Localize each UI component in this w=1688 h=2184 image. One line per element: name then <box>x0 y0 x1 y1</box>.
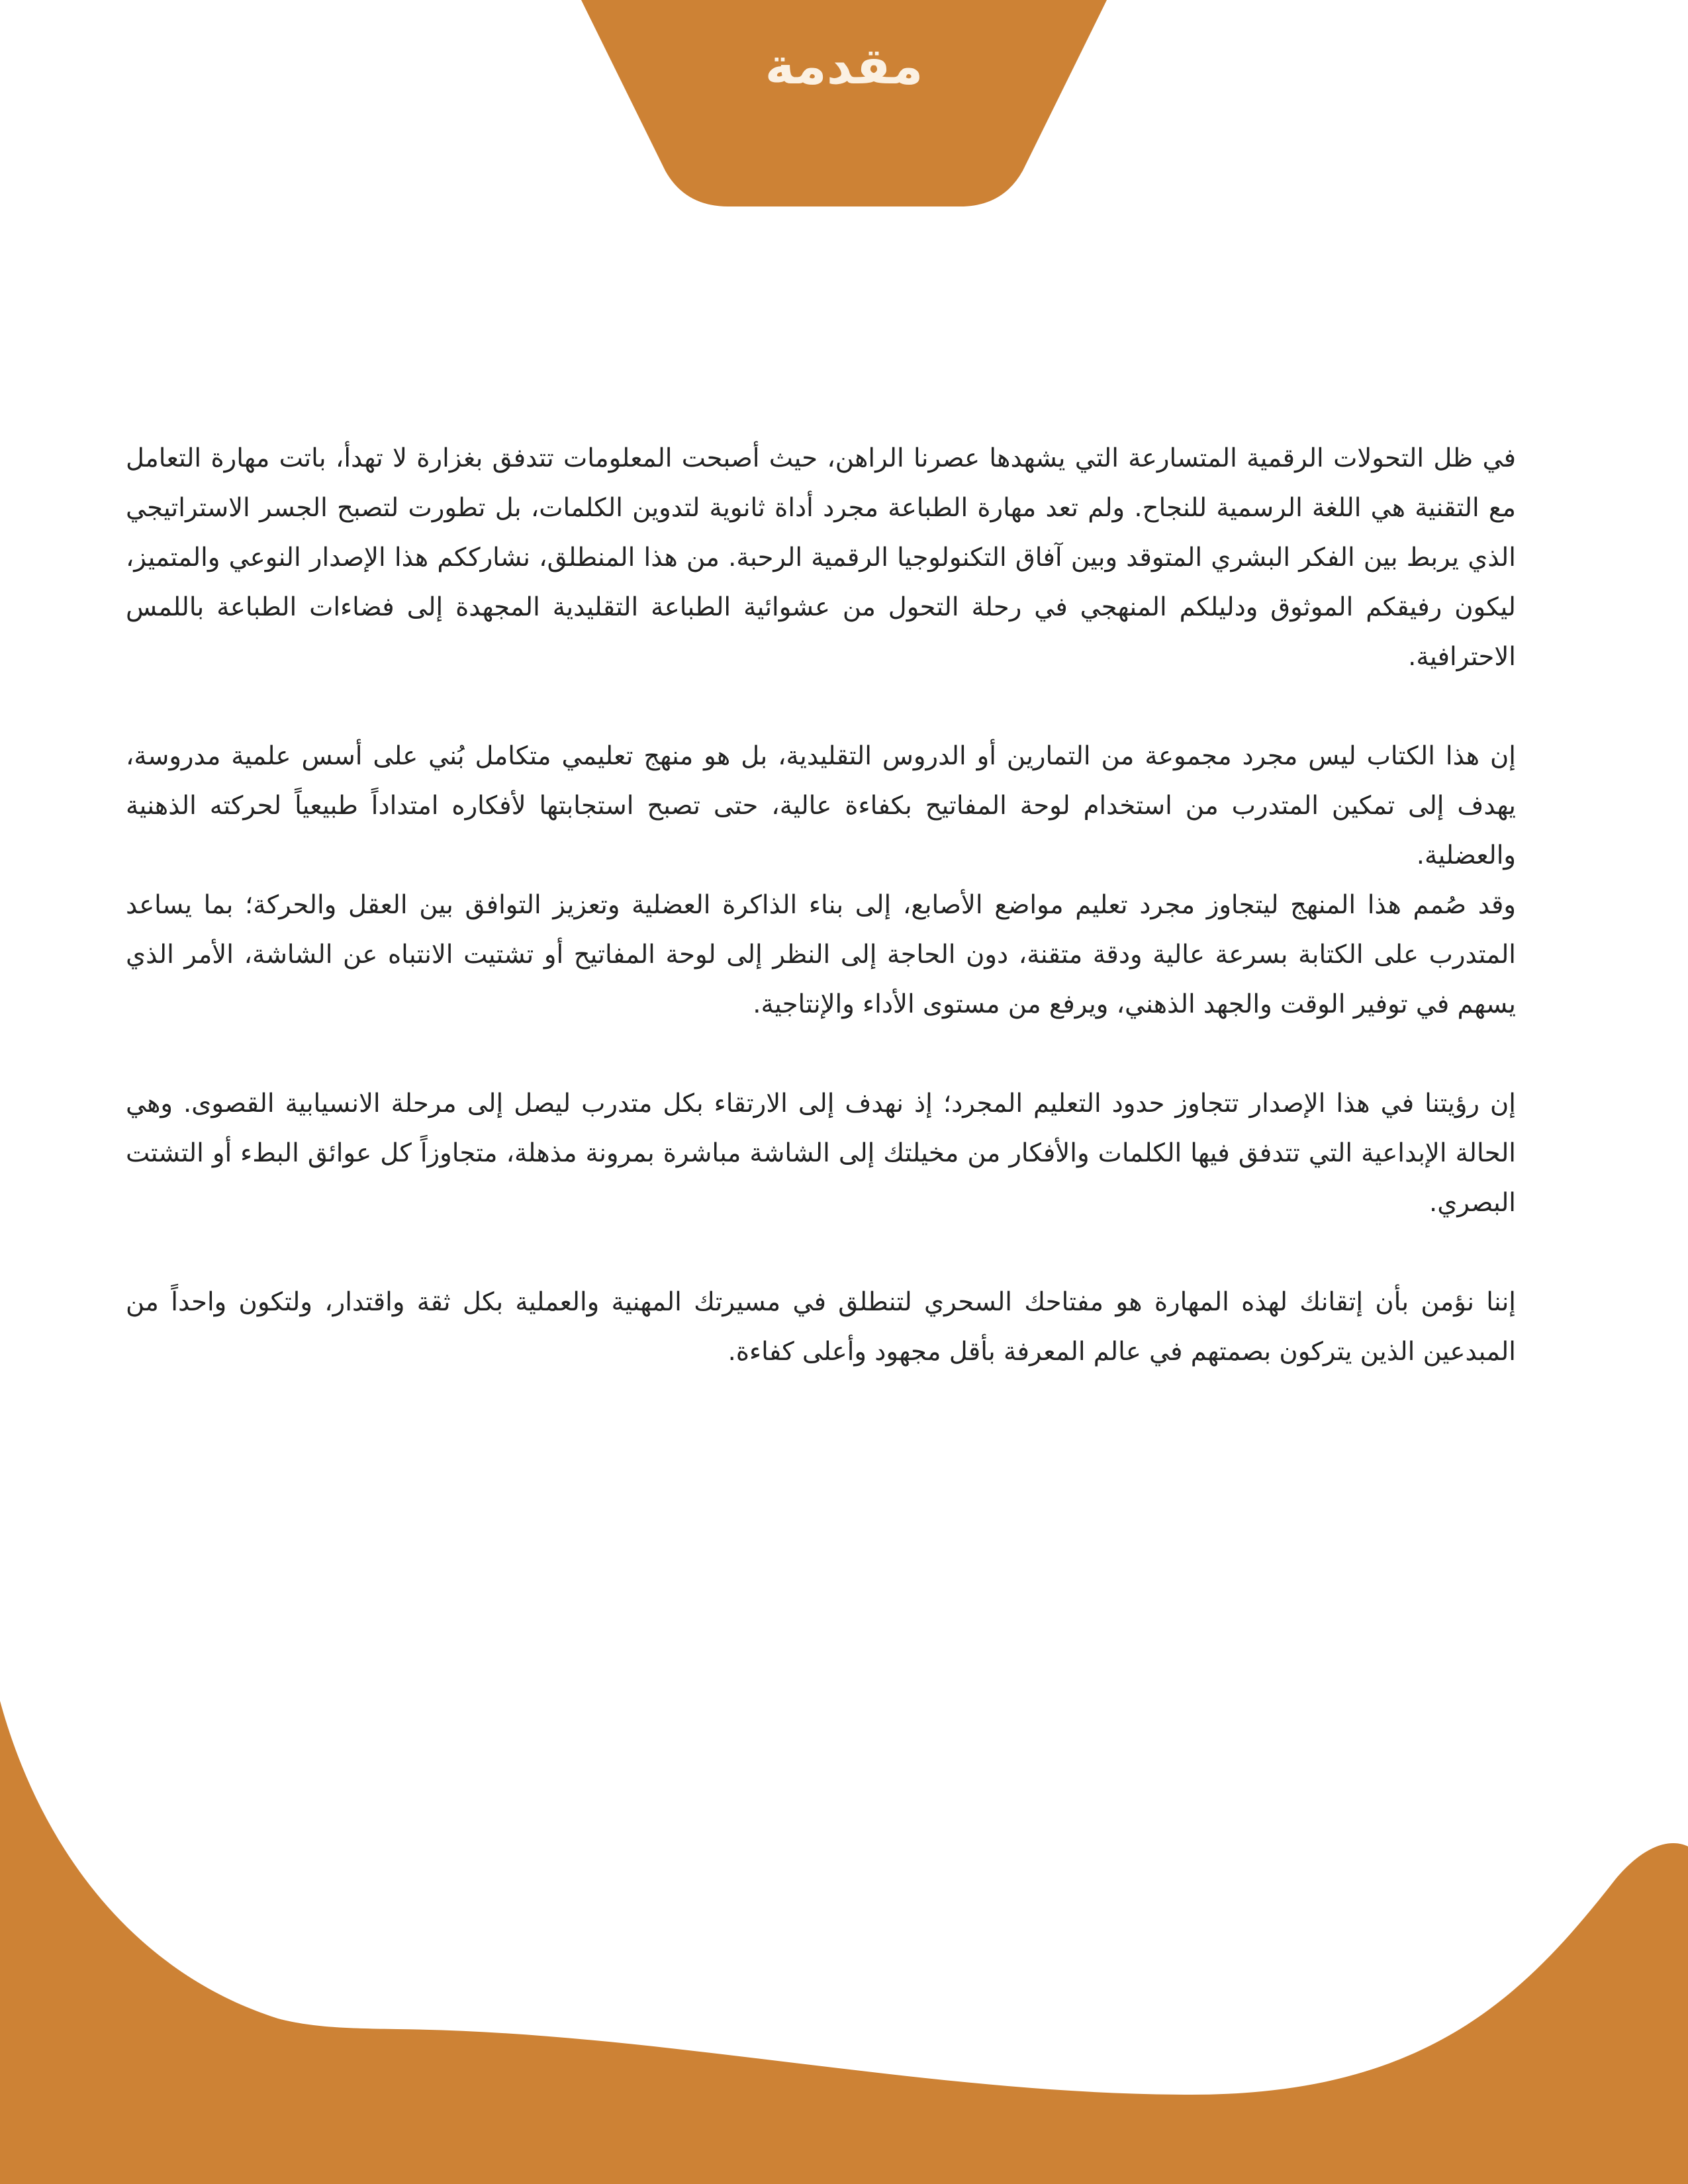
paragraph-2: إن هذا الكتاب ليس مجرد مجموعة من التمارين أو الدروس التقليدية، بل هو منهج تعليمي متكامل بُني على أسس علمية مدروسة، يهدف إلى تمكين المتدرب من استخدام لوحة المفاتيح بكفاءة عالية، حتى تصبح استجابتها لأفكاره امتداداً طبيعياً لحركته الذهنية والعضلية. وقد صُمم هذا المنهج ليتجاوز مجرد تعليم مواضع الأصابع، إلى بناء الذاكرة العضلية وتعزيز التوافق بين العقل والحركة؛ بما يساعد المتدرب على الكتابة بسرعة عالية ودقة متقنة، دون الحاجة إلى النظر إلى لوحة المفاتيح أو تشتيت الانتباه عن الشاشة، الأمر الذي يسهم في توفير الوقت والجهد الذهني، ويرفع من مستوى الأداء والإنتاجية. <box>126 741 1516 1019</box>
intro-body <box>126 433 1516 1377</box>
bottom-wave-shape <box>0 1688 1688 2184</box>
page-title: مقدمة <box>765 36 923 95</box>
paragraph-3: إن رؤيتنا في هذا الإصدار تتجاوز حدود التعليم المجرد؛ إذ نهدف إلى الارتقاء بكل متدرب ليصل إلى مرحلة الانسيابية القصوى. وهي الحالة الإبداعية التي تتدفق فيها الكلمات والأفكار من مخيلتك إلى الشاشة مباشرة بمرونة مذهلة، متجاوزاً كل عوائق البطء أو التشتت البصري. <box>126 1089 1516 1218</box>
bottom-wave-fill <box>0 1701 1688 2184</box>
paragraph-4: إننا نؤمن بأن إتقانك لهذه المهارة هو مفتاحك السحري لتنطلق في مسيرتك المهنية والعملية بكل ثقة واقتدار، ولتكون واحداً من المبدعين الذين يتركون بصمتهم في عالم المعرفة بأقل مجهود وأعلى كفاءة. <box>126 1287 1516 1367</box>
paragraph-1: في ظل التحولات الرقمية المتسارعة التي يشهدها عصرنا الراهن، حيث أصبحت المعلومات تتدفق بغزارة لا تهدأ، باتت مهارة التعامل مع التقنية هي اللغة الرسمية للنجاح. ولم تعد مهارة الطباعة مجرد أداة ثانوية لتدوين الكلمات، بل تطورت لتصبح الجسر الاستراتيجي الذي يربط بين الفكر البشري المتوقد وبين آفاق التكنولوجيا الرقمية الرحبة. من هذا المنطلق، نشارككم هذا الإصدار النوعي والمتميز، ليكون رفيقكم الموثوق ودليلكم المنهجي في رحلة التحول من عشوائية الطباعة التقليدية المجهدة إلى فضاءات الطباعة باللمس الاحترافية. <box>126 443 1516 672</box>
